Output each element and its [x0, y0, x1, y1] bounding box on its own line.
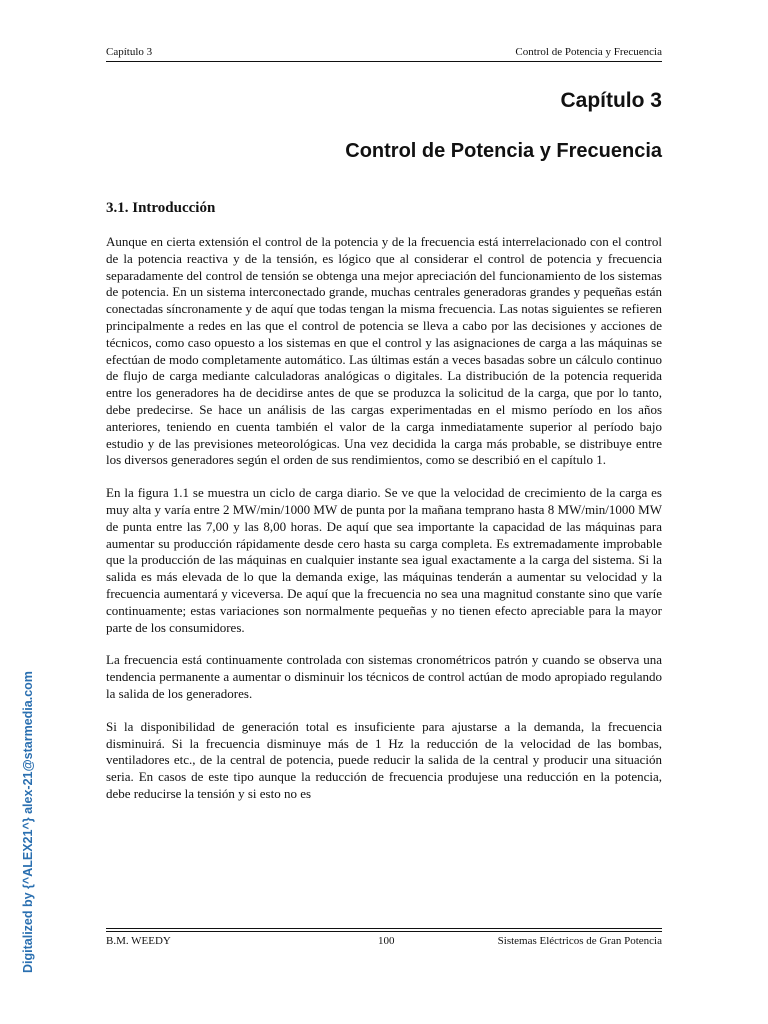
header-rule: [106, 61, 662, 62]
footer-rule-double: [106, 931, 662, 932]
paragraph: Aunque en cierta extensión el control de la potencia y de la frecuencia está interrelacionado con el control de la potencia reactiva y de la tensión, es lógico que al considerar el control de potencia y frecuencia separadamente del control de tensión se obtenga una mejor apreciación del funcionamiento de los sistemas de potencia. En un sistema interconectado grande, muchas centrales generadoras grandes y pequeñas están conectadas síncronamente y de aquí que todas tengan la misma frecuencia. Las notas siguientes se refieren principalmente a redes en las que el control de potencia se lleva a cabo por las decisiones y acciones de técnicos, como caso opuesto a los sistemas en que el control y las asignaciones de carga a las máquinas se efectúan de modo completamente automático. Las últimas están a veces basadas sobre un cálculo continuo de flujo de carga mediante calculadoras analógicas o digitales. La distribución de la potencia requerida entre los generadores ha de decidirse antes de que se produzca la solicitud de la carga, que por lo tanto, debe predecirse. Se hace un análisis de las cargas experimentadas en el mismo período en los años anteriores, teniendo en cuenta también el valor de la carga inmediatamente superior al período bajo estudio y de las previsiones meteorológicas. Una vez decidida la carga más probable, se distribuye entre los diversos generadores según el orden de sus rendimientos, como se describió en el capítulo 1.: [106, 234, 662, 468]
running-footer: [106, 934, 662, 952]
chapter-title: Control de Potencia y Frecuencia: [345, 140, 662, 162]
header-chapter: Capítulo 3: [106, 46, 153, 58]
paragraph: La frecuencia está continuamente controlada con sistemas cronométricos patrón y cuando se observa una tendencia permanente a aumentar o disminuir los técnicos de control actúan de modo apropiado regulando la salida de los generadores.: [106, 652, 662, 701]
footer-rule: [106, 928, 662, 929]
body-text: [106, 234, 662, 819]
page-number: 100: [378, 935, 395, 947]
footer-author: B.M. WEEDY: [106, 935, 171, 947]
digitalizer-watermark: Digitalized by {^ALEX21^} alex-21@starmedia.com: [21, 671, 35, 973]
paragraph: En la figura 1.1 se muestra un ciclo de carga diario. Se ve que la velocidad de crecimiento de la carga es muy alta y varía entre 2 MW/min/1000 MW de punta por la mañana temprano hasta 8 MW/min/1000 MW de punta entre las 7,00 y las 8,00 horas. De aquí que sea importante la capacidad de las máquinas para aumentar su producción rápidamente desde cero hasta su carga completa. Es extremadamente improbable que la producción de las máquinas en cualquier instante sea igual exactamente a la carga del sistema. Si la salida es más elevada de lo que la demanda exige, las máquinas tenderán a aumentar su velocidad y la frecuencia aumentará y viceversa. De aquí que la frecuencia no sea una magnitud constante sino que varíe continuamente; estas variaciones son normalmente pequeñas y no tienen efecto apreciable para la mayor parte de los consumidores.: [106, 485, 662, 635]
header-title: Control de Potencia y Frecuencia: [515, 46, 662, 58]
footer-book-title: Sistemas Eléctricos de Gran Potencia: [497, 935, 662, 947]
section-heading: 3.1. Introducción: [106, 200, 216, 216]
chapter-number: Capítulo 3: [560, 89, 662, 112]
paragraph: Si la disponibilidad de generación total es insuficiente para ajustarse a la demanda, la frecuencia disminuirá. Si la frecuencia disminuye más de 1 Hz la reducción de la velocidad de las bombas, ventiladores etc., de la central de potencia, puede reducir la salida de la central y producir una situación seria. En casos de este tipo aunque la reducción de frecuencia produjese una reducción en la potencia, debe reducirse la tensión y si esto no es: [106, 718, 662, 801]
